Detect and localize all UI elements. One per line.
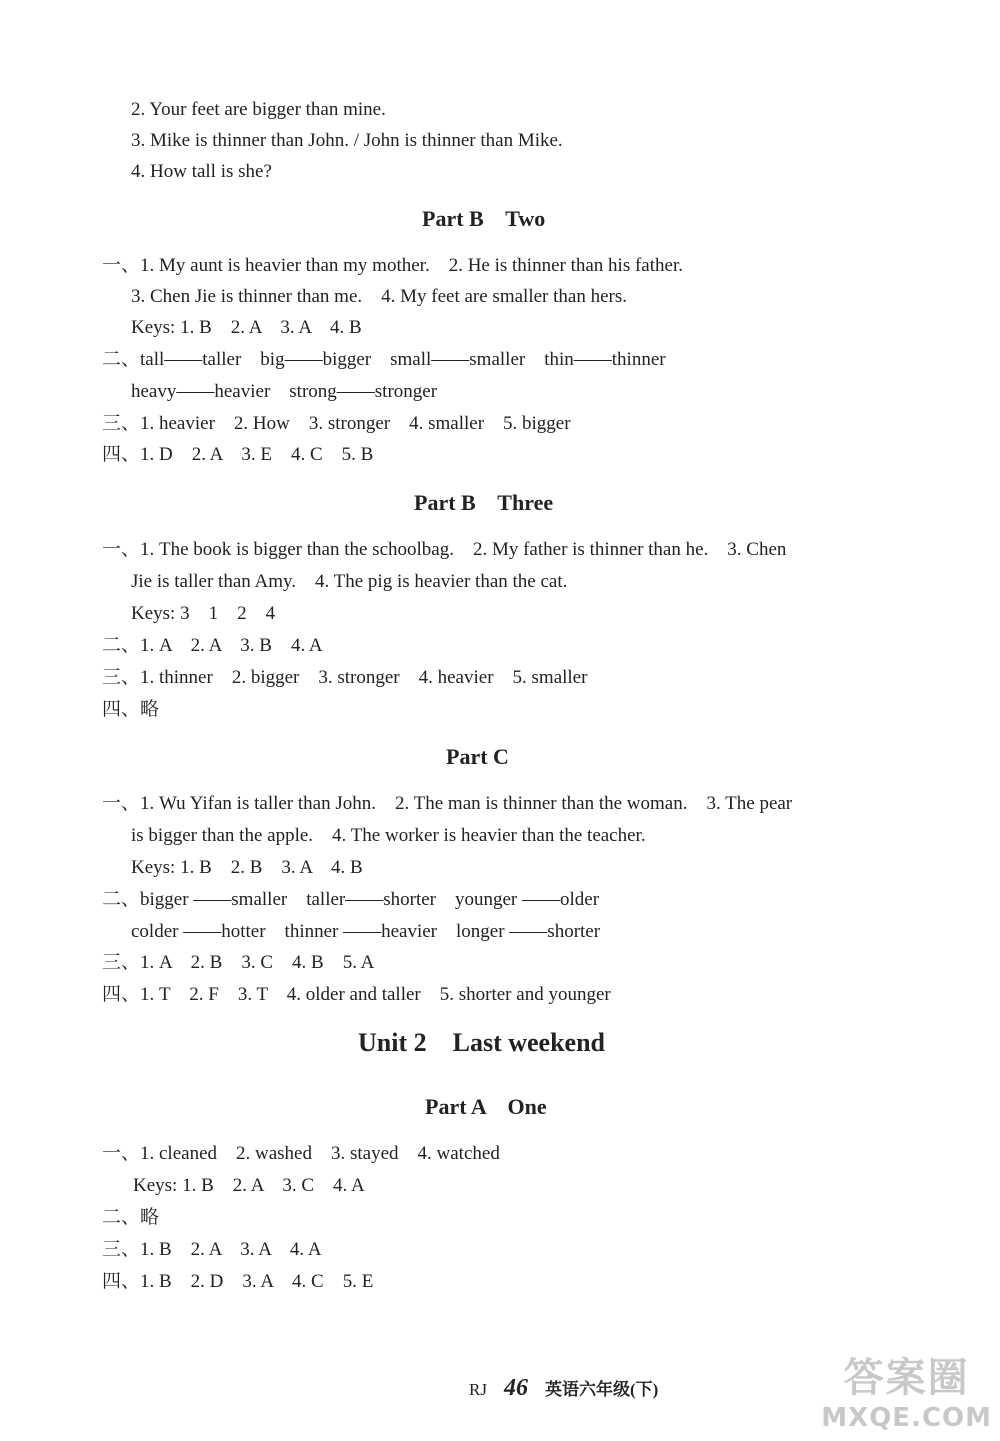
unit-heading: Unit 2 Last weekend bbox=[358, 1028, 606, 1057]
footer-edition: RJ bbox=[469, 1380, 487, 1399]
answer-line: 3. Mike is thinner than John. / John is thinner than Mike. bbox=[131, 130, 563, 151]
answer-line: Jie is taller than Amy. 4. The pig is heavier than the cat. bbox=[131, 571, 568, 592]
answer-keys: Keys: 1. B 2. A 3. A 4. B bbox=[131, 317, 362, 338]
section-heading-part-a-one: Part A One bbox=[425, 1094, 547, 1119]
page-footer bbox=[452, 1355, 658, 1422]
section-heading-part-b-two: Part B Two bbox=[422, 206, 546, 231]
answer-line: is bigger than the apple. 4. The worker is heavier than the teacher. bbox=[131, 825, 646, 846]
answer-line: 四、1. B 2. D 3. A 4. C 5. E bbox=[102, 1271, 374, 1292]
answer-line: 四、略 bbox=[102, 699, 160, 720]
answer-line: 二、略 bbox=[102, 1207, 160, 1228]
answer-line: 三、1. A 2. B 3. C 4. B 5. A bbox=[102, 952, 375, 973]
answer-line: 三、1. thinner 2. bigger 3. stronger 4. heavier 5. smaller bbox=[102, 667, 588, 688]
answer-keys: Keys: 1. B 2. A 3. C 4. A bbox=[133, 1175, 365, 1196]
answer-line: 一、1. My aunt is heavier than my mother. 2. He is thinner than his father. bbox=[102, 255, 683, 276]
watermark-logo bbox=[821, 1346, 992, 1433]
answer-line: 三、1. heavier 2. How 3. stronger 4. smaller 5. bigger bbox=[102, 413, 571, 434]
answer-keys: Keys: 3 1 2 4 bbox=[131, 603, 276, 624]
answer-line: 三、1. B 2. A 3. A 4. A bbox=[102, 1239, 322, 1260]
answer-line: 一、1. cleaned 2. washed 3. stayed 4. watched bbox=[102, 1143, 500, 1164]
answer-line: 二、bigger ——smaller taller——shorter younger ——older bbox=[102, 889, 600, 910]
answer-line: 4. How tall is she? bbox=[131, 161, 272, 182]
answer-line: 四、1. T 2. F 3. T 4. older and taller 5. shorter and younger bbox=[102, 984, 611, 1005]
answer-line: 二、tall——taller big——bigger small——smaller thin——thinner bbox=[102, 349, 666, 370]
answer-line: 四、1. D 2. A 3. E 4. C 5. B bbox=[102, 444, 374, 465]
answer-line: heavy——heavier strong——stronger bbox=[131, 381, 438, 402]
answer-line: 3. Chen Jie is thinner than me. 4. My feet are smaller than hers. bbox=[131, 286, 627, 307]
section-heading-part-b-three: Part B Three bbox=[414, 490, 554, 515]
watermark-url: MXQE.COM bbox=[821, 1403, 992, 1433]
watermark-text: 答案圈 bbox=[843, 1355, 970, 1401]
footer-book-title: 英语六年级(下) bbox=[544, 1380, 659, 1399]
page-number: 46 bbox=[503, 1375, 528, 1401]
answer-line: 2. Your feet are bigger than mine. bbox=[131, 99, 386, 120]
answer-line: 一、1. The book is bigger than the schoolbag. 2. My father is thinner than he. 3. Chen bbox=[102, 539, 787, 560]
section-heading-part-c: Part C bbox=[446, 744, 509, 769]
answer-keys: Keys: 1. B 2. B 3. A 4. B bbox=[131, 857, 363, 878]
answer-line: 一、1. Wu Yifan is taller than John. 2. The man is thinner than the woman. 3. The pear bbox=[102, 793, 793, 814]
answer-line: 二、1. A 2. A 3. B 4. A bbox=[102, 635, 323, 656]
answer-line: colder ——hotter thinner ——heavier longer ——shorter bbox=[131, 921, 601, 942]
